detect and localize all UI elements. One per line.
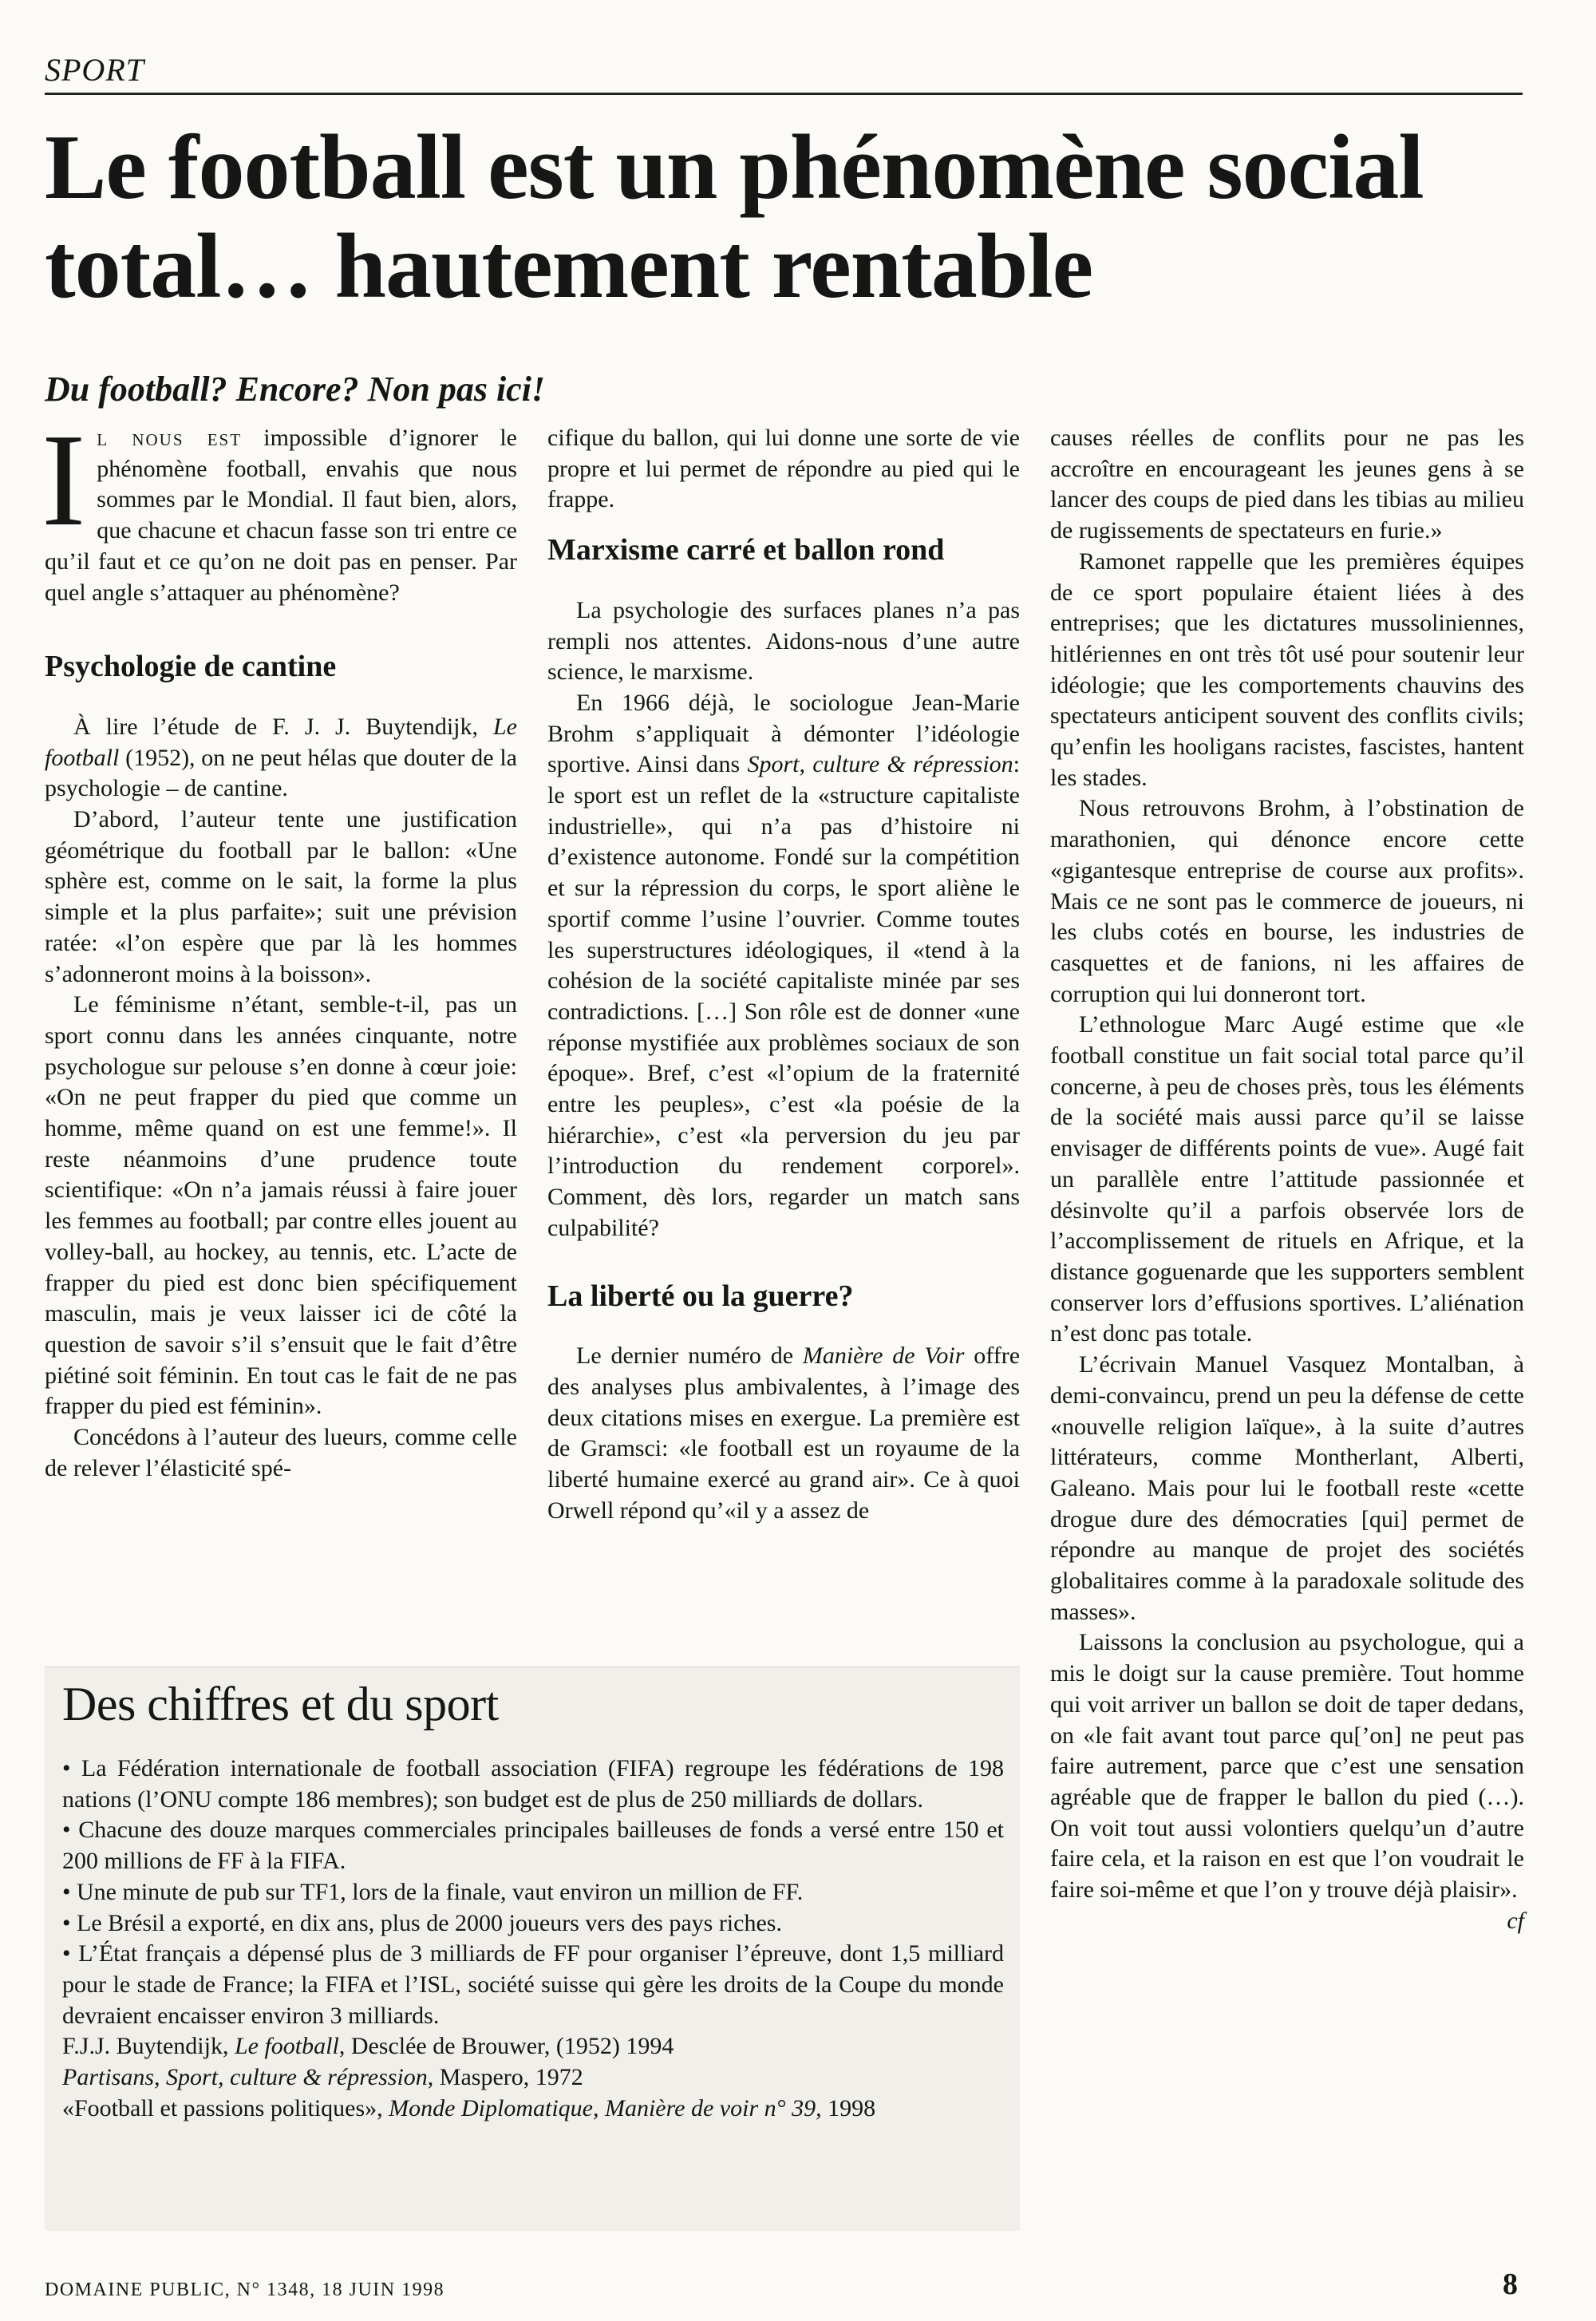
paragraph: [547, 1341, 1020, 1526]
paragraph: [45, 712, 517, 805]
paragraph: [547, 688, 1020, 1244]
reference: [62, 2062, 1004, 2094]
text-run: Le dernier numéro de: [576, 1342, 803, 1370]
heading-marxisme: Marxisme carré et ballon rond: [547, 533, 945, 567]
book-title: Partisans, Sport, culture & répression: [62, 2064, 428, 2091]
fact-item: • Une minute de pub sur TF1, lors de la finale, vaut environ un million de FF.: [62, 1878, 804, 1905]
paragraph: Ramonet rappelle que les premières équipes de ce sport populaire étaient liées à des entreprises; que les dictatures mussoliniennes, hitlériennes en ont très tôt usé pour soutenir leur idéologie; que les comportements chauvins des spectateurs anticipent souvent des conflits civils; qu’enfin les hooligans racistes, fascistes, hantent les stades.: [1050, 548, 1524, 791]
fact-item: • Le Brésil a exporté, en dix ans, plus de 2000 joueurs vers des pays riches.: [62, 1909, 782, 1936]
author-signature: cf: [1507, 1907, 1524, 1934]
text-run: : le sport est un reflet de la «structure capitaliste industrielle», qui n’a pas d’histoire ni d’existence autonome. Fondé sur la compétition et sur la répression du corps, le sport aliène le sportif comme l’usine l’ouvrier. Comme toutes les superstructures idéologiques, il «tend à la cohésion de la société capitaliste minée par ses contradictions. […] Son rôle est de donner «une réponse mystifiée aux problèmes sociaux de son époque». Bref, c’est «l’opium de la fraternité entre les peuples», c’est «la poésie de la hiérarchie», c’est «la perversion du jeu par l’introduction du rendement corporel». Comment, dès lors, regarder un match sans culpabilité?: [547, 751, 1021, 1241]
text-run: , Desclée de Brouwer, (1952) 1994: [338, 2033, 674, 2060]
publication-title: Manière de Voir: [802, 1342, 965, 1370]
paragraph: L’écrivain Manuel Vasquez Montalban, à demi-convaincu, prend un peu la défense de cette «nouvelle religion laïque», à la suite d’autres littérateurs, comme Montherlant, Alberti, Galeano. Mais pour lui le football reste «cette drogue dure des démocraties [qui] permet de répondre au manque de projet des sociétés globalitaires comme à la paradoxale solitude des masses».: [1050, 1351, 1524, 1625]
book-title: Sport, culture & répression: [747, 751, 1013, 778]
paragraph: L’ethnologue Marc Augé estime que «le football constitue un fait social total parce qu’il concerne, à peu de choses près, tous les éléments de la société mais aussi parce qu’il se laisse envisager de différents points de vue». Augé fait un parallèle entre l’attitude passionnée et désinvolte qu’il a parfois observée lors de l’accomplissement de rituels en Afrique, et la distance goguenarde que les supporters semblent conserver lors d’effusions sportives. L’aliénation n’est donc pas totale.: [1050, 1011, 1524, 1347]
paragraph: cifique du ballon, qui lui donne une sorte de vie propre et lui permet de répondre au pied qui le frappe.: [547, 425, 1020, 513]
section-label: SPORT: [45, 52, 144, 88]
column-3: [1050, 423, 1524, 1936]
paragraph: D’abord, l’auteur tente une justification géométrique du football par le ballon: «Une sphère est, comme on le sait, la forme la plus simple et la plus parfaite»; suit une prévision ratée: «l’on espère que par là les hommes s’adonneront moins à la boisson».: [45, 806, 517, 987]
heading-liberte: La liberté ou la guerre?: [547, 1279, 854, 1313]
footer-publication: DOMAINE PUBLIC, N° 1348, 18 JUIN 1998: [45, 2279, 445, 2300]
fact-item: • La Fédération internationale de football association (FIFA) regroupe les fédérations de 198 nations (l’ONU compte 186 membres); son budget est de plus de 250 milliards de dollars.: [62, 1755, 1004, 1813]
paragraph: La psychologie des surfaces planes n’a pas rempli nos attentes. Aidons-nous d’une autre science, le marxisme.: [547, 596, 1020, 686]
text-run: À lire l’étude de F. J. J. Buytendijk,: [73, 713, 493, 740]
reference: [62, 2094, 1004, 2125]
top-rule: [45, 93, 1523, 95]
text-run: En 1966 déjà, le sociologue Jean-Marie Brohm s’appliquait à démonter l’idéologie sportive. Ainsi dans: [547, 689, 1020, 778]
text-run: F.J.J. Buytendijk,: [62, 2033, 235, 2060]
paragraph: Nous retrouvons Brohm, à l’obstination de marathonien, qui dénonce encore cette «gigantesque entreprise de course aux profits». Mais ce ne sont pas le commerce de joueurs, ni les clubs cotés en bourse, les industries de casquettes et de fanions, ni les affaires de corruption qui lui donneront tort.: [1050, 795, 1524, 1007]
headline: Le football est un phénomène social total… hautement rentable: [45, 117, 1424, 318]
publication-title: Monde Diplomatique, Manière de voir n° 39,: [389, 2094, 822, 2121]
lead-smallcaps: l nous est: [97, 425, 243, 451]
subtitle: Du football? Encore? Non pas ici!: [45, 370, 546, 409]
text-run: , Maspero, 1972: [427, 2064, 583, 2091]
book-title: Le football: [45, 713, 517, 771]
fact-item: • Chacune des douze marques commerciales principales bailleuses de fonds a versé entre 150 et 200 millions de FF à la FIFA.: [62, 1817, 1004, 1875]
text-run: Laissons la conclusion au psychologue, qui a mis le doigt sur la cause première. Tout homme qui voit arriver un ballon se doit de taper dedans, on «le fait avant tout parce qu[’on] ne peut pas faire autrement, parce que c’est une sensation agréable que de frapper le ballon du pied (…). On voit tout aussi volontiers quelqu’un d’autre faire cela, et la raison en est que l’on voudrait le faire soi-même et que l’on y trouve déjà plaisir».: [1050, 1629, 1524, 1904]
paragraph: Concédons à l’auteur des lueurs, comme celle de relever l’élasticité spé-: [45, 1424, 517, 1481]
page-number: 8: [1503, 2268, 1518, 2301]
paragraph: causes réelles de conflits pour ne pas les accroître en encourageant les jeunes gens à se lancer des coups de pied dans les tibias au milieu de rugissements de spectateurs en furie.»: [1050, 425, 1524, 544]
column-2: [547, 423, 1020, 1526]
text-run: (1952), on ne peut hélas que douter de la psychologie – de cantine.: [45, 744, 517, 802]
intro-text: impossible d’ignorer le phénomène football, envahis que nous sommes par le Mondial. Il faut bien, alors, que chacune et chacun fasse son tri entre ce qu’il faut et ce qu’on ne doit pas en penser. Par quel angle s’attaquer au phénomène?: [45, 425, 517, 606]
fact-item: • L’État français a dépensé plus de 3 milliards de FF pour organiser l’épreuve, dont 1,5 milliard pour le stade de France; la FIFA et l’ISL, société suisse qui gère les droits de la Coupe du monde devraient encaisser environ 3 milliards.: [62, 1940, 1004, 2029]
paragraph: [1050, 1627, 1524, 1934]
reference: [62, 2031, 1004, 2062]
text-run: «Football et passions politiques»,: [62, 2094, 389, 2121]
facts-list: [62, 1754, 1004, 2124]
intro-paragraph: [41, 406, 517, 608]
facts-box: [45, 1667, 1020, 2231]
text-run: offre des analyses plus ambivalentes, à l’image des deux citations mises en exergue. La première est de Gramsci: «le football est un royaume de la liberté humaine exercé au grand air». Ce à quoi Orwell répond qu’«il y a assez de: [547, 1342, 1021, 1524]
box-title: Des chiffres et du sport: [62, 1678, 499, 1730]
dropcap: I: [41, 406, 86, 553]
paragraph: Le féminisme n’étant, semble-t-il, pas un sport connu dans les années cinquante, notre psychologue sur pelouse s’en donne à cœur joie: «On ne peut frapper du pied que comme un homme, même quand on est une femme!». Il reste néanmoins d’une prudence toute scientifique: «On n’a jamais réussi à faire jouer les femmes au football; par contre elles jouent au volley-ball, au hockey, au tennis, etc. L’acte de frapper du pied est donc bien spécifiquement masculin, mais je veux laisser ici de côté la question de savoir s’il s’ensuit que le fait d’être piétiné soit féminin. En tout cas le fait de ne pas frapper du pied est féminin».: [45, 991, 517, 1420]
column-1: [41, 406, 517, 1484]
heading-psychologie: Psychologie de cantine: [45, 650, 337, 684]
text-run: 1998: [821, 2094, 876, 2121]
book-title: Le football: [234, 2033, 339, 2060]
